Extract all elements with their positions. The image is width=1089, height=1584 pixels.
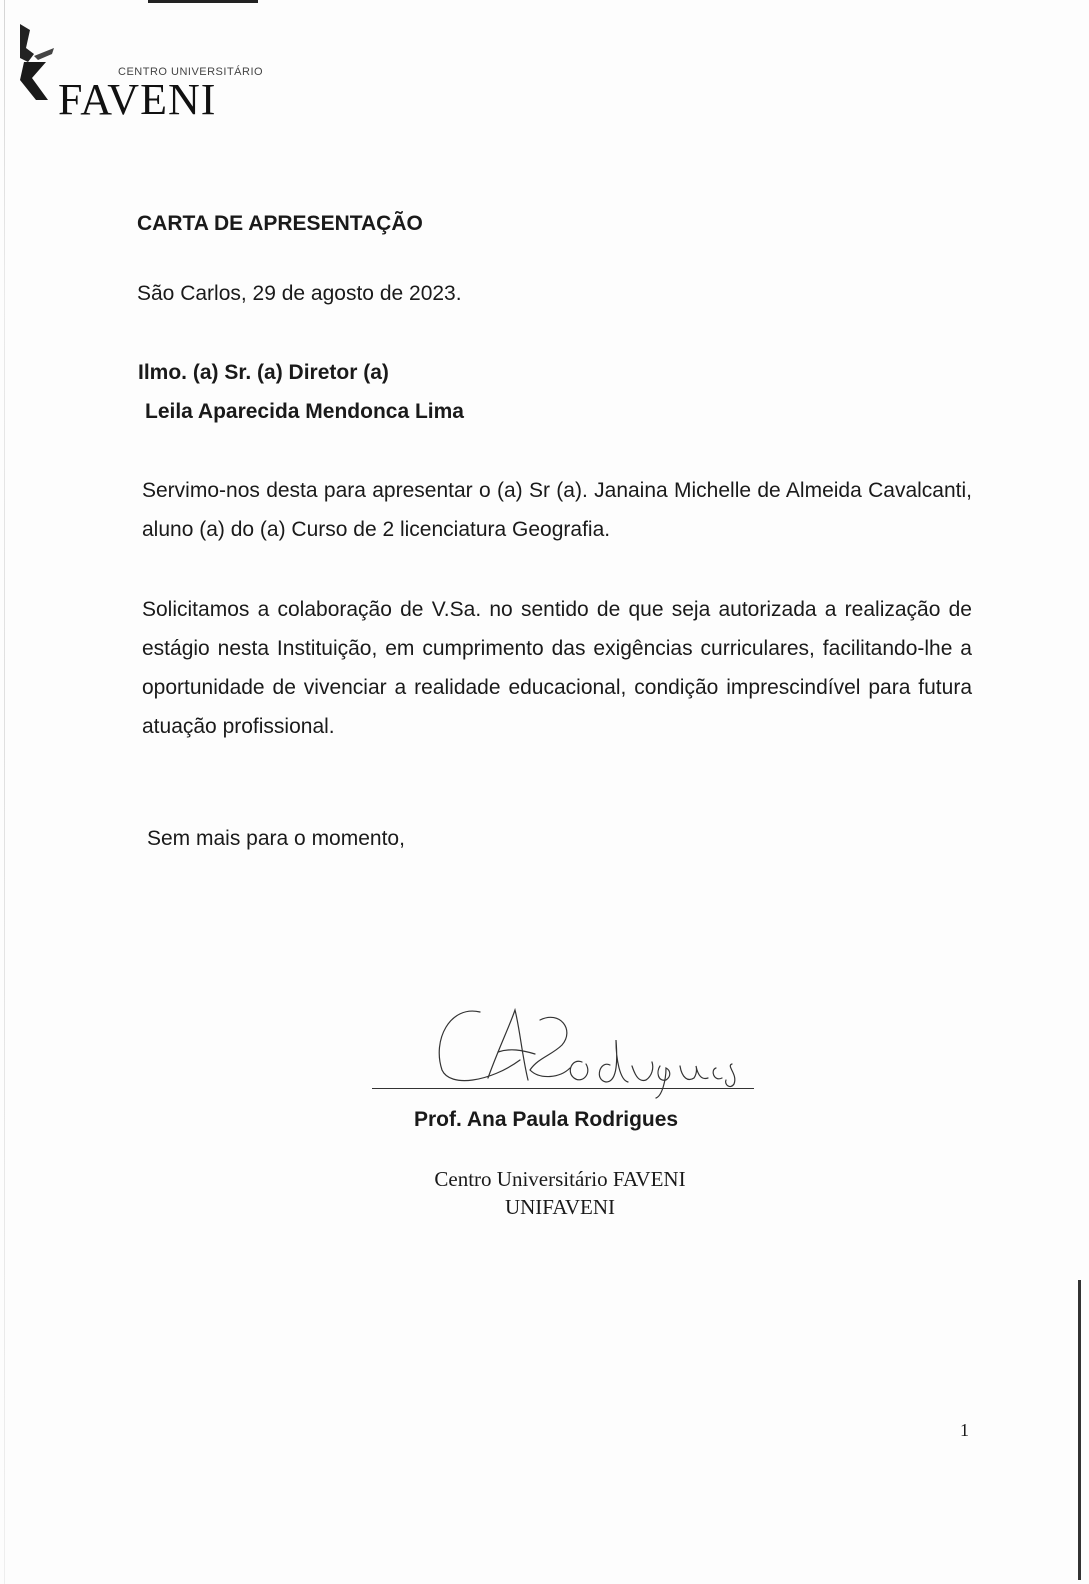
date-line: São Carlos, 29 de agosto de 2023. <box>137 282 462 305</box>
addressee-title: Ilmo. (a) Sr. (a) Diretor (a) <box>138 361 389 384</box>
signer-name: Prof. Ana Paula Rodrigues <box>414 1108 679 1131</box>
addressee-name: Leila Aparecida Mendonca Lima <box>145 400 464 423</box>
paragraph-request: Solicitamos a colaboração de V.Sa. no sentido de que seja autorizada a realização de estágio nesta Instituição, em cumprimento das exigências curriculares, facilitando-lhe a oportunidade de vivenciar a realidade educacional, condição imprescindível para futura atuação profissional. <box>142 598 972 738</box>
logo-subtitle: CENTRO UNIVERSITÁRIO <box>118 66 264 78</box>
logo-wordmark: FAVENI <box>58 75 217 124</box>
scan-left-edge <box>4 0 5 1584</box>
scan-right-edge <box>1078 1280 1081 1580</box>
institution-block <box>380 1165 740 1221</box>
faveni-logo <box>14 18 264 124</box>
letter-title: CARTA DE APRESENTAÇÃO <box>137 212 423 235</box>
scan-edge-mark <box>148 0 258 3</box>
page-number: 1 <box>960 1420 969 1440</box>
institution-line-1: Centro Universitário FAVENI <box>434 1167 686 1191</box>
signature-line <box>372 1088 754 1089</box>
paragraph-introduction: Servimo-nos desta para apresentar o (a) Sr (a). Janaina Michelle de Almeida Cavalcanti, aluno (a) do (a) Curso de 2 licenciatura Geografia. <box>142 479 972 541</box>
institution-line-2: UNIFAVENI <box>504 1195 616 1219</box>
closing-line: Sem mais para o momento, <box>147 827 405 850</box>
handwritten-signature <box>370 1000 760 1100</box>
